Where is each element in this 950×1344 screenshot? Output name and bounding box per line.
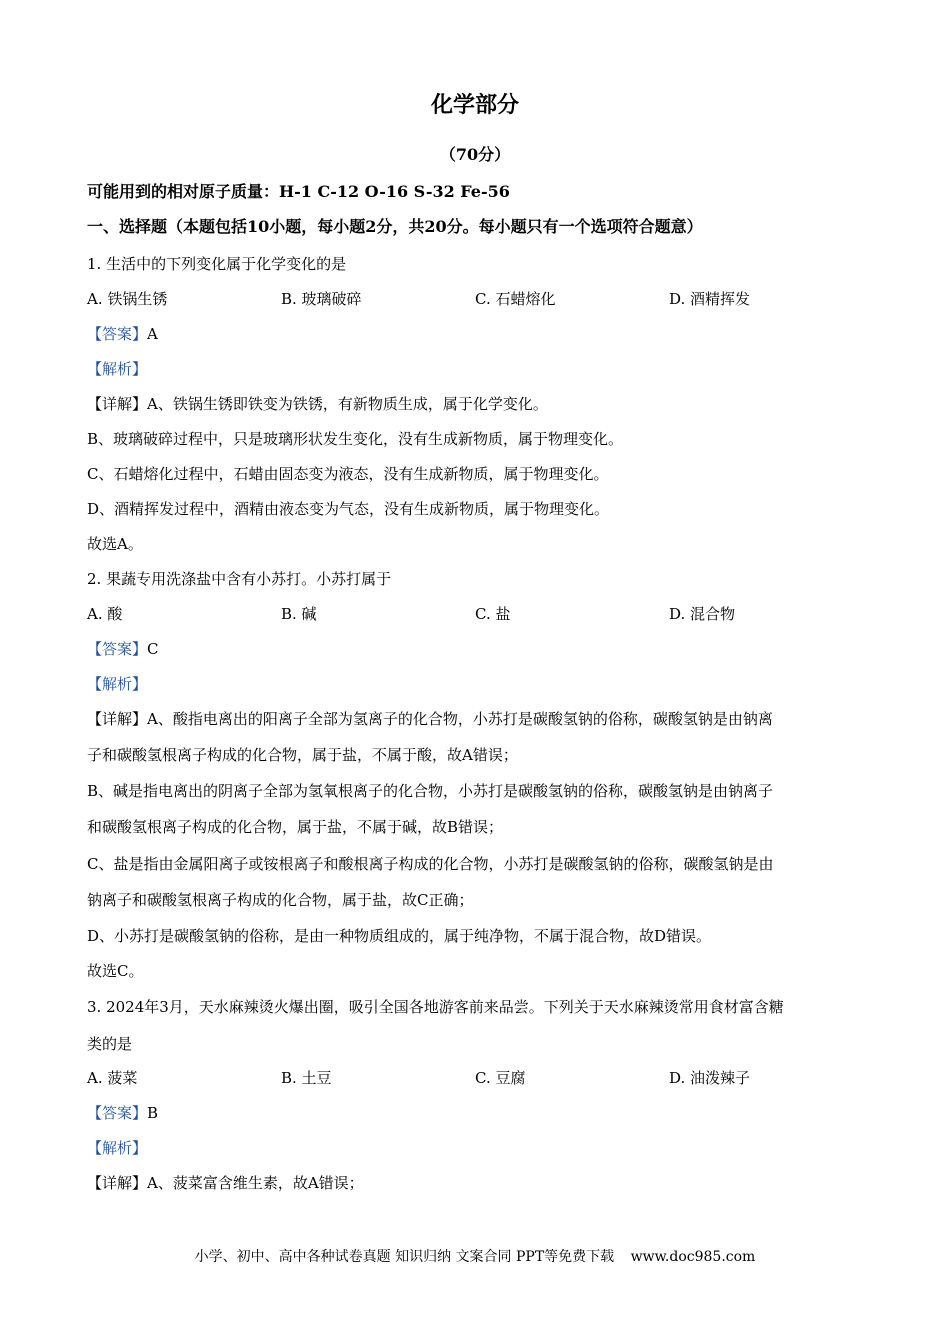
question-2-option-a: A. 酸 — [87, 605, 123, 623]
question-1-analysis-tag: 【解析】 — [87, 360, 148, 378]
footer-text: 小学、初中、高中各种试卷真题 知识归纳 文案合同 PPT等免费下载 — [194, 1249, 615, 1265]
question-1-stem: 1. 生活中的下列变化属于化学变化的是 — [87, 255, 347, 273]
question-2-detail-line: B、碱是指电离出的阴离子全部为氢氧根离子的化合物，小苏打是碳酸氢钠的俗称，碳酸氢钠是由钠离子 — [87, 782, 774, 800]
question-2-detail-line: 子和碳酸氢根离子构成的化合物，属于盐，不属于酸，故A错误； — [87, 746, 518, 764]
answer-tag: 【答案】 — [87, 325, 148, 343]
question-3-option-a: A. 菠菜 — [87, 1069, 138, 1087]
atomic-masses: 可能用到的相对原子质量：H-1 C-12 O-16 S-32 Fe-56 — [87, 182, 510, 201]
answer-value: A — [147, 325, 158, 343]
question-1-detail-line: B、玻璃破碎过程中，只是玻璃形状发生变化，没有生成新物质，属于物理变化。 — [87, 430, 624, 448]
question-1-option-a: A. 铁锅生锈 — [87, 290, 168, 308]
question-3-option-d: D. 油泼辣子 — [669, 1069, 751, 1087]
answer-tag: 【答案】 — [87, 1104, 148, 1122]
answer-value: B — [147, 1104, 159, 1122]
question-1-detail-line: D、酒精挥发过程中，酒精由液态变为气态，没有生成新物质，属于物理变化。 — [87, 500, 610, 518]
score-label: （70分） — [439, 145, 511, 164]
question-3-detail-line — [87, 1172, 364, 1194]
detail-text: A、铁锅生锈即铁变为铁锈，有新物质生成，属于化学变化。 — [147, 395, 548, 413]
question-2-stem: 2. 果蔬专用洗涤盐中含有小苏打。小苏打属于 — [87, 570, 392, 588]
question-1-detail-line: C、石蜡熔化过程中，石蜡由固态变为液态，没有生成新物质，属于物理变化。 — [87, 465, 609, 483]
question-3-option-b: B. 土豆 — [281, 1069, 332, 1087]
detail-text: A、酸指电离出的阳离子全部为氢离子的化合物，小苏打是碳酸氢钠的俗称，碳酸氢钠是由钠离 — [147, 710, 773, 728]
question-1-option-d: D. 酒精挥发 — [669, 290, 751, 308]
question-3-answer — [87, 1102, 158, 1124]
question-2-detail-line: 和碳酸氢根离子构成的化合物，属于盐，不属于碱，故B错误； — [87, 818, 504, 836]
answer-value: C — [147, 640, 159, 658]
question-1-option-c: C. 石蜡熔化 — [475, 290, 556, 308]
question-1-answer — [87, 323, 158, 345]
section-heading: 一、选择题（本题包括10小题，每小题2分，共20分。每小题只有一个选项符合题意） — [87, 217, 703, 236]
page-footer — [0, 1246, 950, 1266]
question-3-option-c: C. 豆腐 — [475, 1069, 526, 1087]
question-3-analysis-tag: 【解析】 — [87, 1139, 148, 1157]
question-2-option-c: C. 盐 — [475, 605, 511, 623]
detail-tag: 【详解】 — [87, 1174, 148, 1192]
question-2-detail-line: 钠离子和碳酸氢根离子构成的化合物，属于盐，故C正确； — [87, 891, 474, 909]
footer-website-link[interactable]: www.doc985.com — [630, 1249, 756, 1265]
detail-text: A、菠菜富含维生素，故A错误； — [147, 1174, 364, 1192]
question-2-answer — [87, 638, 159, 660]
question-1-conclusion: 故选A。 — [87, 535, 143, 553]
question-2-detail-line: C、盐是指由金属阳离子或铵根离子和酸根离子构成的化合物，小苏打是碳酸氢钠的俗称，碳酸氢钠是由 — [87, 855, 774, 873]
detail-tag: 【详解】 — [87, 710, 148, 728]
question-2-detail-line — [87, 708, 773, 730]
question-1-detail-line — [87, 393, 548, 415]
question-2-detail-line: D、小苏打是碳酸氢钠的俗称，是由一种物质组成的，属于纯净物，不属于混合物，故D错误。 — [87, 927, 712, 945]
question-1-option-b: B. 玻璃破碎 — [281, 290, 362, 308]
question-2-conclusion: 故选C。 — [87, 962, 144, 980]
question-3-stem-continued: 类的是 — [87, 1035, 133, 1053]
page-title: 化学部分 — [430, 92, 519, 118]
detail-tag: 【详解】 — [87, 395, 148, 413]
question-2-option-b: B. 碱 — [281, 605, 317, 623]
question-3-stem: 3. 2024年3月，天水麻辣烫火爆出圈，吸引全国各地游客前来品尝。下列关于天水麻辣烫常用食材富含糖 — [87, 998, 784, 1016]
question-2-option-d: D. 混合物 — [669, 605, 736, 623]
question-2-analysis-tag: 【解析】 — [87, 675, 148, 693]
answer-tag: 【答案】 — [87, 640, 148, 658]
